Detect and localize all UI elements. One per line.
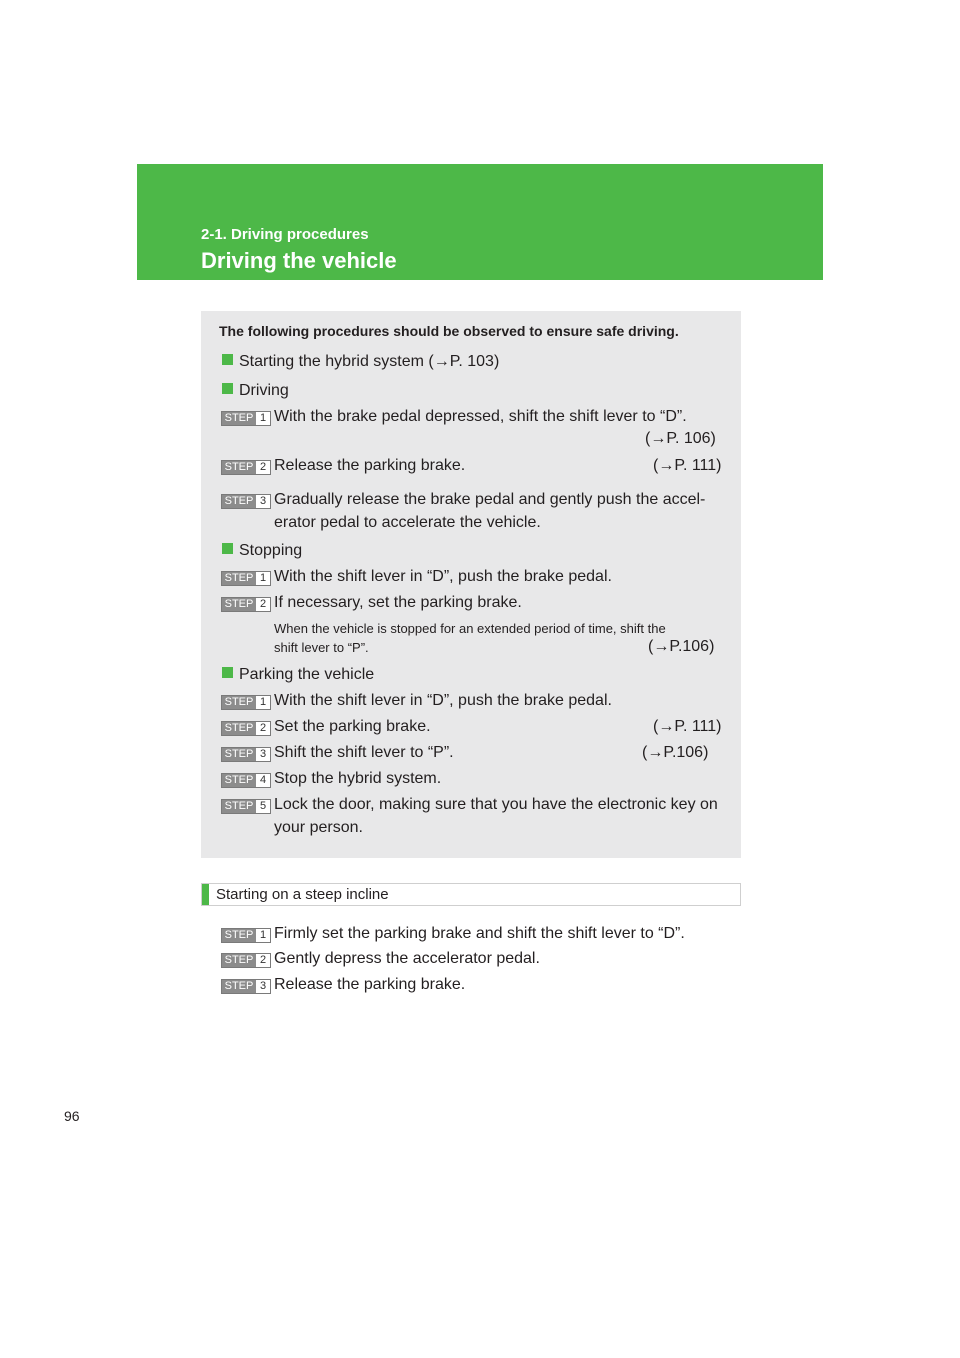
note-text: When the vehicle is stopped for an extended period of time, shift the (274, 621, 666, 636)
section-heading: Starting on a steep incline (216, 886, 389, 903)
page-number: 96 (64, 1108, 80, 1124)
step-badge: STEP 2 (221, 595, 271, 613)
step-text: If necessary, set the parking brake. (274, 594, 522, 611)
step-text: Stop the hybrid system. (274, 770, 442, 787)
step-badge: STEP 3 (221, 745, 271, 763)
step-text: Release the parking brake. (274, 457, 466, 474)
square-bullet-icon (222, 667, 233, 678)
page-title: Driving the vehicle (201, 248, 397, 273)
step-badge: STEP 2 (221, 951, 271, 969)
page-reference: (→P. 111) (653, 457, 722, 474)
page-reference: (→P. 106) (645, 430, 716, 447)
heading-stopping: Stopping (222, 542, 302, 560)
square-bullet-icon (222, 354, 233, 365)
heading-driving: Driving (222, 382, 289, 400)
step-text: With the shift lever in “D”, push the brake pedal. (274, 568, 612, 585)
step-text: Release the parking brake. (274, 976, 466, 993)
step-text: With the brake pedal depressed, shift the shift lever to “D”. (274, 408, 687, 425)
section-label: 2-1. Driving procedures (201, 226, 369, 243)
step-text: Firmly set the parking brake and shift the shift lever to “D”. (274, 925, 685, 942)
step-badge: STEP 2 (221, 458, 271, 476)
step-text: Lock the door, making sure that you have the electronic key on (274, 796, 718, 813)
section-header-incline (201, 883, 741, 906)
step-text: With the shift lever in “D”, push the brake pedal. (274, 692, 612, 709)
heading-parking: Parking the vehicle (222, 666, 374, 684)
heading-starting: Starting the hybrid system (→P. 103) (222, 353, 499, 371)
page-reference: (→P. 111) (653, 718, 722, 735)
step-badge: STEP 4 (221, 771, 271, 789)
step-badge: STEP 1 (221, 569, 271, 587)
step-badge: STEP 1 (221, 409, 271, 427)
header-band (137, 164, 823, 280)
step-text: Shift the shift lever to “P”. (274, 744, 454, 761)
step-badge: STEP 5 (221, 797, 271, 815)
step-text-continued: erator pedal to accelerate the vehicle. (274, 514, 541, 531)
step-text-continued: your person. (274, 819, 363, 836)
page-reference: (→P.106) (642, 744, 709, 761)
step-text: Gently depress the accelerator pedal. (274, 950, 540, 967)
step-badge: STEP 1 (221, 926, 271, 944)
accent-bar (202, 884, 209, 905)
intro-text: The following procedures should be observed to ensure safe driving. (219, 323, 679, 339)
page-reference: (→P.106) (648, 638, 715, 655)
step-text: Gradually release the brake pedal and gently push the accel- (274, 491, 706, 508)
step-badge: STEP 3 (221, 977, 271, 995)
step-badge: STEP 1 (221, 693, 271, 711)
step-badge: STEP 2 (221, 719, 271, 737)
step-text: Set the parking brake. (274, 718, 431, 735)
step-badge: STEP 3 (221, 492, 271, 510)
note-text-continued: shift lever to “P”. (274, 640, 369, 655)
square-bullet-icon (222, 543, 233, 554)
square-bullet-icon (222, 383, 233, 394)
